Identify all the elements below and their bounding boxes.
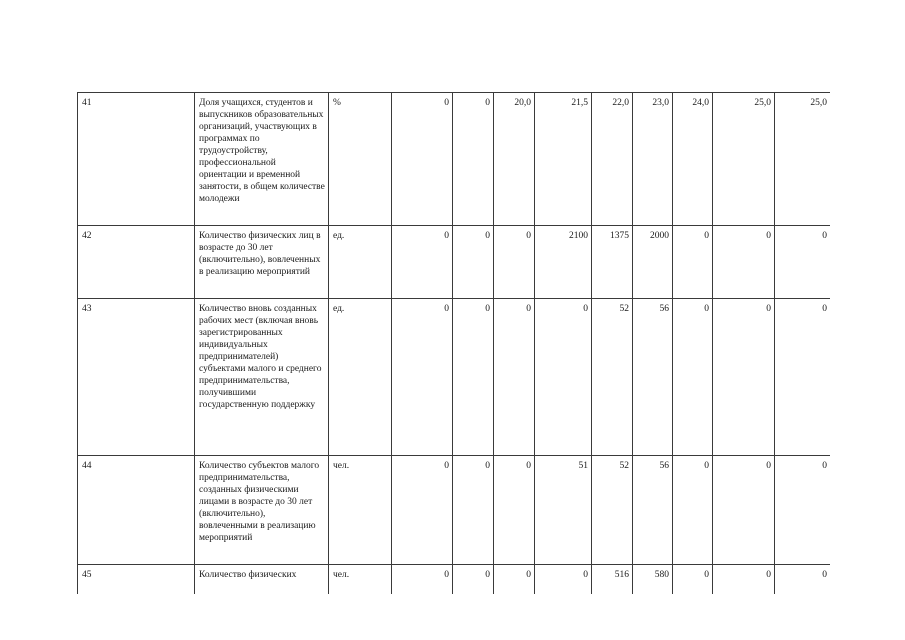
- value-cell: 52: [592, 456, 633, 565]
- value-cell: 0: [775, 299, 831, 456]
- table-row: [78, 299, 831, 456]
- unit-cell: чел.: [329, 456, 392, 565]
- value-cell: 0: [673, 226, 713, 299]
- value-cell: 25,0: [713, 93, 775, 226]
- table-container: [77, 92, 830, 594]
- value-cell: 51: [535, 456, 592, 565]
- value-cell: 0: [775, 226, 831, 299]
- value-cell: 0: [494, 456, 535, 565]
- value-cell: 20,0: [494, 93, 535, 226]
- value-cell: 0: [392, 226, 453, 299]
- row-number-cell: 44: [78, 456, 195, 565]
- value-cell: 21,5: [535, 93, 592, 226]
- value-cell: 22,0: [592, 93, 633, 226]
- value-cell: 0: [673, 565, 713, 595]
- value-cell: 0: [673, 299, 713, 456]
- value-cell: 0: [535, 299, 592, 456]
- value-cell: 0: [392, 456, 453, 565]
- value-cell: 0: [535, 565, 592, 595]
- indicator-name-cell: Количество физических: [195, 565, 329, 595]
- indicator-name-cell: Количество физических лиц в возрасте до 30 лет (включительно), вовлеченных в реализацию мероприятий: [195, 226, 329, 299]
- table-row: [78, 226, 831, 299]
- row-number-cell: 45: [78, 565, 195, 595]
- value-cell: 0: [453, 456, 494, 565]
- value-cell: 0: [713, 456, 775, 565]
- value-cell: 0: [494, 565, 535, 595]
- value-cell: 0: [453, 93, 494, 226]
- table-row: [78, 565, 831, 595]
- value-cell: 0: [453, 565, 494, 595]
- indicator-name-cell: Количество субъектов малого предпринимательства, созданных физическими лицами в возрасте до 30 лет (включительно), вовлеченными в реализацию мероприятий: [195, 456, 329, 565]
- value-cell: 56: [633, 456, 673, 565]
- value-cell: 0: [494, 226, 535, 299]
- value-cell: 23,0: [633, 93, 673, 226]
- value-cell: 0: [494, 299, 535, 456]
- value-cell: 52: [592, 299, 633, 456]
- value-cell: 1375: [592, 226, 633, 299]
- indicator-name-cell: Доля учащихся, студентов и выпускников образовательных организаций, участвующих в программах по трудоустройству, профессиональной ориентации и временной занятости, в общем количестве молодежи: [195, 93, 329, 226]
- value-cell: 0: [453, 299, 494, 456]
- value-cell: 516: [592, 565, 633, 595]
- value-cell: 0: [713, 565, 775, 595]
- unit-cell: ед.: [329, 226, 392, 299]
- value-cell: 0: [392, 93, 453, 226]
- row-number-cell: 43: [78, 299, 195, 456]
- value-cell: 0: [392, 299, 453, 456]
- value-cell: 0: [713, 299, 775, 456]
- value-cell: 25,0: [775, 93, 831, 226]
- indicator-name-cell: Количество вновь созданных рабочих мест (включая вновь зарегистрированных индивидуальных предпринимателей) субъектами малого и среднего предпринимательства, получившими государственную поддержку: [195, 299, 329, 456]
- row-number-cell: 42: [78, 226, 195, 299]
- unit-cell: чел.: [329, 565, 392, 595]
- value-cell: 0: [775, 565, 831, 595]
- value-cell: 56: [633, 299, 673, 456]
- unit-cell: ед.: [329, 299, 392, 456]
- table-row: [78, 93, 831, 226]
- table-body: [78, 93, 831, 595]
- value-cell: 0: [775, 456, 831, 565]
- value-cell: 2100: [535, 226, 592, 299]
- row-number-cell: 41: [78, 93, 195, 226]
- value-cell: 0: [673, 456, 713, 565]
- value-cell: 0: [713, 226, 775, 299]
- indicators-table: [77, 92, 830, 594]
- value-cell: 24,0: [673, 93, 713, 226]
- value-cell: 2000: [633, 226, 673, 299]
- unit-cell: %: [329, 93, 392, 226]
- value-cell: 0: [392, 565, 453, 595]
- value-cell: 580: [633, 565, 673, 595]
- table-row: [78, 456, 831, 565]
- value-cell: 0: [453, 226, 494, 299]
